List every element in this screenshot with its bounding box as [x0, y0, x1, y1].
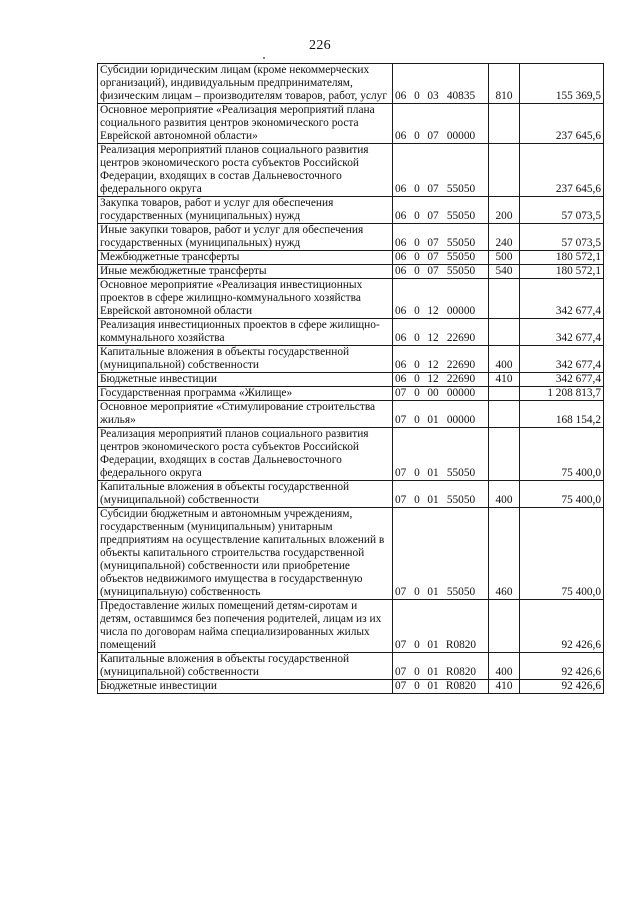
table-row: [98, 64, 604, 104]
code-subprogram: 0: [414, 359, 420, 371]
row-name: Основное мероприятие «Стимулирование строительства жилья»: [98, 401, 393, 428]
table-row: [98, 346, 604, 373]
code-subprogram: 0: [414, 680, 420, 692]
budget-table: [97, 63, 604, 694]
row-amount: 342 677,4: [520, 373, 604, 387]
row-amount: 92 426,6: [520, 600, 604, 653]
row-code: [393, 508, 489, 600]
row-amount: 75 400,0: [520, 428, 604, 481]
row-code: [393, 319, 489, 346]
code-program: 06: [395, 332, 407, 344]
code-direction: 55050: [446, 210, 476, 222]
table-row: [98, 251, 604, 265]
code-subprogram: 0: [414, 639, 420, 651]
code-direction: 55050: [446, 467, 476, 479]
code-direction: 22690: [446, 359, 476, 371]
code-program: 06: [395, 305, 407, 317]
code-program: 07: [395, 680, 407, 692]
code-direction: R0820: [445, 680, 477, 692]
row-expense-type: 460: [489, 508, 520, 600]
code-subprogram: 0: [414, 332, 420, 344]
code-main-activity: 03: [427, 90, 439, 102]
code-main-activity: 07: [427, 251, 439, 263]
row-expense-type: 500: [489, 251, 520, 265]
code-main-activity: 12: [427, 305, 439, 317]
table-row: [98, 387, 604, 401]
row-expense-type: 410: [489, 680, 520, 694]
code-program: 06: [395, 183, 407, 195]
row-expense-type: [489, 104, 520, 144]
code-direction: 55050: [446, 237, 476, 249]
row-amount: 92 426,6: [520, 680, 604, 694]
row-code: [393, 373, 489, 387]
code-subprogram: 0: [414, 373, 420, 385]
row-expense-type: 400: [489, 346, 520, 373]
code-program: 06: [395, 359, 407, 371]
row-name: Реализация мероприятий планов социального развития центров экономического роста субъектов Российской Федерации, входящих в состав Дальневосточного федерального округа: [98, 428, 393, 481]
row-amount: 75 400,0: [520, 481, 604, 508]
code-program: 06: [395, 251, 407, 263]
code-direction: 00000: [446, 387, 476, 399]
code-program: 07: [395, 467, 407, 479]
scan-speck: [263, 57, 265, 59]
code-main-activity: 01: [427, 494, 439, 506]
row-name: Капитальные вложения в объекты государственной (муниципальной) собственности: [98, 481, 393, 508]
code-main-activity: 07: [427, 210, 439, 222]
table-row: [98, 104, 604, 144]
row-name: Основное мероприятие «Реализация инвестиционных проектов в сфере жилищно-коммунального хозяйства Еврейской автономной области: [98, 279, 393, 319]
table-row: [98, 319, 604, 346]
code-subprogram: 0: [414, 387, 420, 399]
code-main-activity: 01: [427, 639, 439, 651]
code-direction: 40835: [446, 90, 476, 102]
code-subprogram: 0: [414, 210, 420, 222]
row-expense-type: 200: [489, 197, 520, 224]
row-code: [393, 653, 489, 680]
code-direction: R0820: [445, 666, 477, 678]
code-program: 07: [395, 387, 407, 399]
row-amount: 237 645,6: [520, 104, 604, 144]
row-name: Субсидии юридическим лицам (кроме некоммерческих организаций), индивидуальным предпринимателям, физическим лицам – производителям товаров, работ, услуг: [98, 64, 393, 104]
row-code: [393, 224, 489, 251]
row-amount: 180 572,1: [520, 251, 604, 265]
code-main-activity: 07: [427, 237, 439, 249]
row-expense-type: 240: [489, 224, 520, 251]
code-subprogram: 0: [414, 666, 420, 678]
code-main-activity: 07: [427, 265, 439, 277]
code-program: 07: [395, 666, 407, 678]
code-main-activity: 07: [427, 130, 439, 142]
row-name: Предоставление жилых помещений детям-сиротам и детям, оставшимся без попечения родителей, лицам из их числа по договорам найма специализированных жилых помещений: [98, 600, 393, 653]
row-code: [393, 401, 489, 428]
row-code: [393, 197, 489, 224]
table-row: [98, 144, 604, 197]
code-main-activity: 07: [427, 183, 439, 195]
table-row: [98, 600, 604, 653]
code-subprogram: 0: [414, 586, 420, 598]
row-name: Межбюджетные трансферты: [98, 251, 393, 265]
code-direction: 22690: [446, 373, 476, 385]
code-direction: R0820: [445, 639, 477, 651]
code-program: 07: [395, 586, 407, 598]
table-row: [98, 279, 604, 319]
row-amount: 168 154,2: [520, 401, 604, 428]
row-name: Реализация инвестиционных проектов в сфере жилищно-коммунального хозяйства: [98, 319, 393, 346]
code-subprogram: 0: [414, 130, 420, 142]
code-main-activity: 12: [427, 332, 439, 344]
code-subprogram: 0: [414, 251, 420, 263]
row-amount: 180 572,1: [520, 265, 604, 279]
row-name: Основное мероприятие «Реализация мероприятий плана социального развития центров экономического роста Еврейской автономной области»: [98, 104, 393, 144]
code-direction: 55050: [446, 183, 476, 195]
row-expense-type: [489, 319, 520, 346]
code-subprogram: 0: [414, 414, 420, 426]
table-row: [98, 508, 604, 600]
row-expense-type: [489, 279, 520, 319]
budget-table-body: [98, 64, 604, 694]
row-expense-type: 410: [489, 373, 520, 387]
row-code: [393, 428, 489, 481]
code-subprogram: 0: [414, 183, 420, 195]
row-amount: 237 645,6: [520, 144, 604, 197]
code-subprogram: 0: [414, 467, 420, 479]
row-amount: 92 426,6: [520, 653, 604, 680]
code-main-activity: 01: [427, 666, 439, 678]
row-code: [393, 144, 489, 197]
code-subprogram: 0: [414, 237, 420, 249]
row-expense-type: 540: [489, 265, 520, 279]
table-row: [98, 680, 604, 694]
row-name: Закупка товаров, работ и услуг для обеспечения государственных (муниципальных) нужд: [98, 197, 393, 224]
row-expense-type: [489, 401, 520, 428]
code-program: 06: [395, 237, 407, 249]
table-row: [98, 373, 604, 387]
row-amount: 57 073,5: [520, 197, 604, 224]
code-direction: 55050: [446, 494, 476, 506]
row-code: [393, 600, 489, 653]
row-code: [393, 251, 489, 265]
row-amount: 155 369,5: [520, 64, 604, 104]
table-row: [98, 197, 604, 224]
row-amount: 342 677,4: [520, 319, 604, 346]
row-expense-type: [489, 144, 520, 197]
table-row: [98, 653, 604, 680]
row-expense-type: [489, 387, 520, 401]
row-name: Государственная программа «Жилище»: [98, 387, 393, 401]
code-main-activity: 12: [427, 373, 439, 385]
row-code: [393, 279, 489, 319]
page-number: 226: [309, 38, 331, 53]
row-code: [393, 481, 489, 508]
code-main-activity: 00: [427, 387, 439, 399]
table-row: [98, 265, 604, 279]
code-direction: 22690: [446, 332, 476, 344]
code-main-activity: 01: [427, 467, 439, 479]
table-row: [98, 401, 604, 428]
code-direction: 55050: [446, 265, 476, 277]
row-name: Субсидии бюджетным и автономным учреждениям, государственным (муниципальным) унитарным предприятиям на осуществление капитальных вложений в объекты капитального строительства государственной (муниципальной) собственности или приобретение объектов недвижимого имущества в государственную (муниципальную) собственность: [98, 508, 393, 600]
row-amount: 57 073,5: [520, 224, 604, 251]
row-amount: 342 677,4: [520, 279, 604, 319]
code-program: 07: [395, 494, 407, 506]
table-row: [98, 428, 604, 481]
table-row: [98, 224, 604, 251]
code-program: 06: [395, 90, 407, 102]
row-expense-type: 810: [489, 64, 520, 104]
code-main-activity: 12: [427, 359, 439, 371]
row-code: [393, 64, 489, 104]
code-subprogram: 0: [414, 305, 420, 317]
row-code: [393, 346, 489, 373]
code-main-activity: 01: [427, 414, 439, 426]
code-main-activity: 01: [427, 680, 439, 692]
row-code: [393, 104, 489, 144]
row-amount: 1 208 813,7: [520, 387, 604, 401]
code-program: 06: [395, 373, 407, 385]
code-direction: 00000: [446, 414, 476, 426]
code-program: 06: [395, 130, 407, 142]
row-amount: 342 677,4: [520, 346, 604, 373]
row-name: Реализация мероприятий планов социального развития центров экономического роста субъектов Российской Федерации, входящих в состав Дальневосточного федерального округа: [98, 144, 393, 197]
table-row: [98, 481, 604, 508]
row-amount: 75 400,0: [520, 508, 604, 600]
row-name: Иные межбюджетные трансферты: [98, 265, 393, 279]
row-name: Бюджетные инвестиции: [98, 373, 393, 387]
row-name: Капитальные вложения в объекты государственной (муниципальной) собственности: [98, 653, 393, 680]
row-code: [393, 680, 489, 694]
code-subprogram: 0: [414, 265, 420, 277]
row-name: Капитальные вложения в объекты государственной (муниципальной) собственности: [98, 346, 393, 373]
code-program: 06: [395, 265, 407, 277]
row-expense-type: [489, 600, 520, 653]
code-direction: 00000: [446, 130, 476, 142]
code-subprogram: 0: [414, 494, 420, 506]
code-direction: 55050: [446, 586, 476, 598]
code-program: 07: [395, 414, 407, 426]
code-main-activity: 01: [427, 586, 439, 598]
row-name: Бюджетные инвестиции: [98, 680, 393, 694]
row-expense-type: 400: [489, 481, 520, 508]
code-direction: 00000: [446, 305, 476, 317]
code-direction: 55050: [446, 251, 476, 263]
row-expense-type: [489, 428, 520, 481]
code-program: 06: [395, 210, 407, 222]
row-code: [393, 387, 489, 401]
row-name: Иные закупки товаров, работ и услуг для обеспечения государственных (муниципальных) нужд: [98, 224, 393, 251]
row-code: [393, 265, 489, 279]
row-expense-type: 400: [489, 653, 520, 680]
code-subprogram: 0: [414, 90, 420, 102]
code-program: 07: [395, 639, 407, 651]
